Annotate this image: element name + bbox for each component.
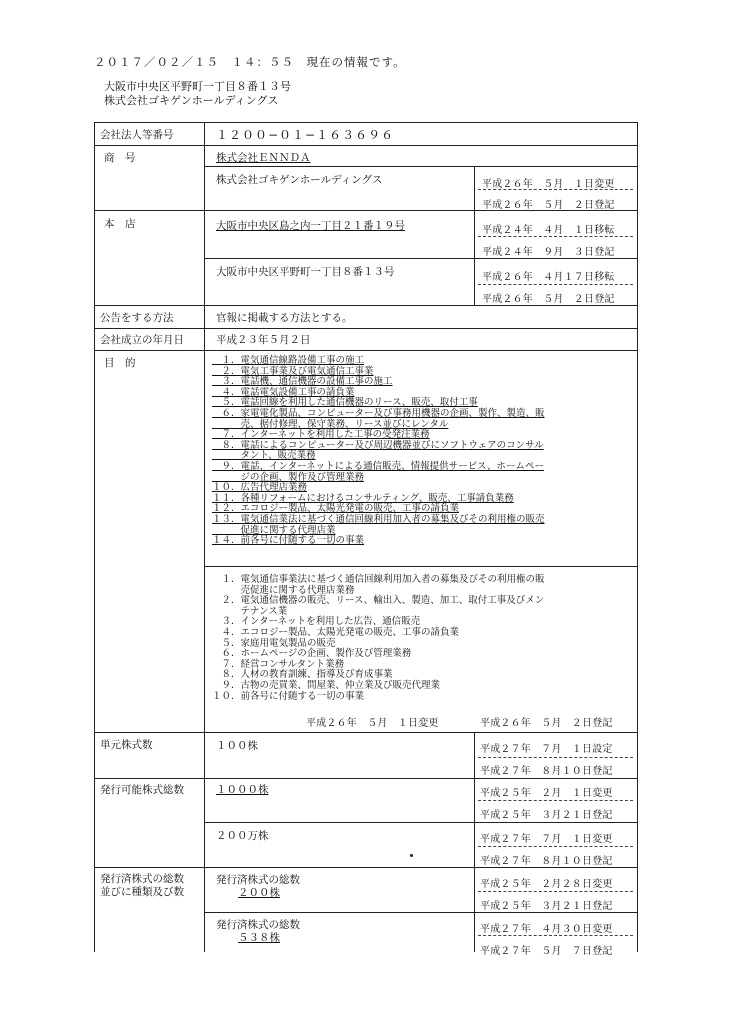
purpose-old-item: １３．電気通信業法に基づく通信回線利用加入者の募集及びその利用権の販売 [212,513,545,525]
purpose-new-item: ８．人材の教育訓練、指導及び育成事業 [212,669,393,681]
purpose-old-item: ジの企画、製作及び管理業務 [212,471,365,483]
authorized-2-change: 平成２７年 ７月 １日変更 [480,834,613,845]
unit-set: 平成２７年 ７月 １日設定 [480,744,613,755]
purposes-new-change: 平成２６年 ５月 １日変更 [306,718,439,729]
issued-2-reg: 平成２７年 ５月 ７日登記 [480,946,613,957]
unit-value: １００株 [216,740,258,752]
purpose-new-item: ５．家庭用電気製品の販売 [212,637,336,649]
unit-label: 単元株式数 [100,739,153,751]
issued-1-reg: 平成２５年 ３月２１日登記 [480,901,613,912]
trade-name-label: 商 号 [104,152,136,164]
header-company: 株式会社ゴキゲンホールディングス [104,94,279,107]
purpose-label: 目 的 [104,357,136,369]
head-office-1-move: 平成２４年 ４月 １日移転 [482,225,615,236]
trade-name-prev: 株式会社ゴキゲンホールディングス [216,174,383,186]
purpose-old-item: １２．エコロジー製品、太陽光発電の販売、工事の請負業 [212,503,460,515]
trade-name-prev-change: 平成２６年 ５月 １日変更 [482,179,615,190]
head-office-1: 大阪市中央区島之内一丁目２１番１９号 [216,220,405,232]
head-office-label: 本 店 [104,218,136,230]
purpose-old-item: １１．各種リフォームにおけるコンサルティング、販売、工事請負業務 [212,492,514,504]
purpose-old-item: １４．前各号に付随する一切の事業 [212,535,365,547]
head-office-2: 大阪市中央区平野町一丁目８番１３号 [216,266,395,278]
purpose-old-item: １０．広告代理店業務 [212,482,308,494]
corp-number-value: １２００−０１−１６３６９６ [216,128,395,142]
purpose-new-item: 売促進に関する代理店業務 [212,584,355,596]
purpose-new-item: ３．インターネットを利用した広告、通信販売 [212,616,421,628]
notice-value: 官報に掲載する方法とする。 [216,312,353,324]
authorized-1: １０００株 [216,784,269,796]
authorized-2-reg: 平成２７年 ８月１０日登記 [480,856,613,867]
timestamp-line: ２０１７／０２／１５ １４：５５ 現在の情報です。 [94,55,406,69]
purposes-new-list [212,575,545,702]
purposes-old-list [212,356,545,547]
purpose-old-item: ４．電話電気設備工事の請負業 [212,386,355,398]
head-office-2-reg: 平成２６年 ５月 ２日登記 [482,294,615,305]
header-address: 大阪市中央区平野町一丁目８番１３号 [104,80,291,93]
purpose-old-item: 売、据付修理、保守業務、リース並びにレンタル [212,418,449,430]
purpose-old-item: 促進に関する代理店業 [212,524,336,536]
trade-name-prev-reg: 平成２６年 ５月 ２日登記 [482,200,615,211]
purpose-new-item: ４．エコロジー製品、太陽光発電の販売、工事の請負業 [212,626,460,638]
issued-1-title: 発行済株式の総数 [216,874,300,886]
purpose-old-item: ２．電気工事業及び電気通信工事業 [212,365,374,377]
purpose-new-item: ９．古物の売買業、問屋業、仲立業及び販売代理業 [212,679,441,691]
corp-number-label: 会社法人等番号 [100,129,174,141]
purpose-new-item: ６．ホームページの企画、製作及び管理業務 [212,648,412,660]
purpose-new-item: １０．前各号に付随する一切の事業 [212,690,365,702]
purpose-old-item: １．電気通信線路設備工事の施工 [212,355,365,366]
authorized-2: ２００万株 [216,830,269,842]
purpose-old-item: ８．電話によるコンピューター及び周辺機器並びにソフトウェアのコンサル [212,439,544,451]
purpose-old-item: ５．電話回線を利用した通信機器のリース、販売、取付工事 [212,397,478,409]
issued-2-change: 平成２７年 ４月３０日変更 [480,924,613,935]
authorized-1-reg: 平成２５年 ３月２１日登記 [480,810,613,821]
purpose-new-item: １．電気通信事業法に基づく通信回線利用加入者の募集及びその利用権の販 [212,574,545,585]
purpose-new-item: ２．電気通信機器の販売、リース、輸出入、製造、加工、取付工事及びメン [212,595,545,607]
authorized-1-change: 平成２５年 ２月 １日変更 [480,788,613,799]
issued-label-line-1: 発行済株式の総数 [100,873,184,885]
issued-1-value: ２００株 [238,887,280,899]
purpose-old-item: タント、販売業務 [212,450,316,462]
purpose-old-item: ７．インターネットを利用した工事の受発注業務 [212,429,430,441]
purpose-new-item: テナンス業 [212,605,288,617]
trade-name-current: 株式会社ＥＮＮＤＡ [216,152,311,164]
issued-2-title: 発行済株式の総数 [216,919,300,931]
issued-1-change: 平成２５年 ２月２８日変更 [480,879,613,890]
notice-label: 公告をする方法 [100,312,174,324]
authorized-label: 発行可能株式総数 [100,784,184,796]
stray-dot [410,854,413,857]
purposes-new-reg: 平成２６年 ５月 ２日登記 [480,718,613,729]
purpose-old-item: ６．家電電化製品、コンピューター及び事務用機器の企画、製作、製造、販 [212,407,545,419]
purpose-old-item: ３．電話機、通信機器の設備工事の施工 [212,376,393,388]
established-label: 会社成立の年月日 [100,334,184,346]
unit-reg: 平成２７年 ８月１０日登記 [480,766,613,777]
head-office-2-move: 平成２６年 ４月１７日移転 [482,272,615,283]
purpose-old-item: ９．電話、インターネットによる通信販売、情報提供サービス、ホームペー [212,460,544,472]
purpose-new-item: ７．経営コンサルタント業務 [212,658,345,670]
head-office-1-reg: 平成２４年 ９月 ３日登記 [482,247,615,258]
issued-label-line-2: 並びに種類及び数 [100,886,184,898]
established-value: 平成２３年５月２日 [216,334,311,346]
issued-2-value: ５３８株 [238,932,280,944]
